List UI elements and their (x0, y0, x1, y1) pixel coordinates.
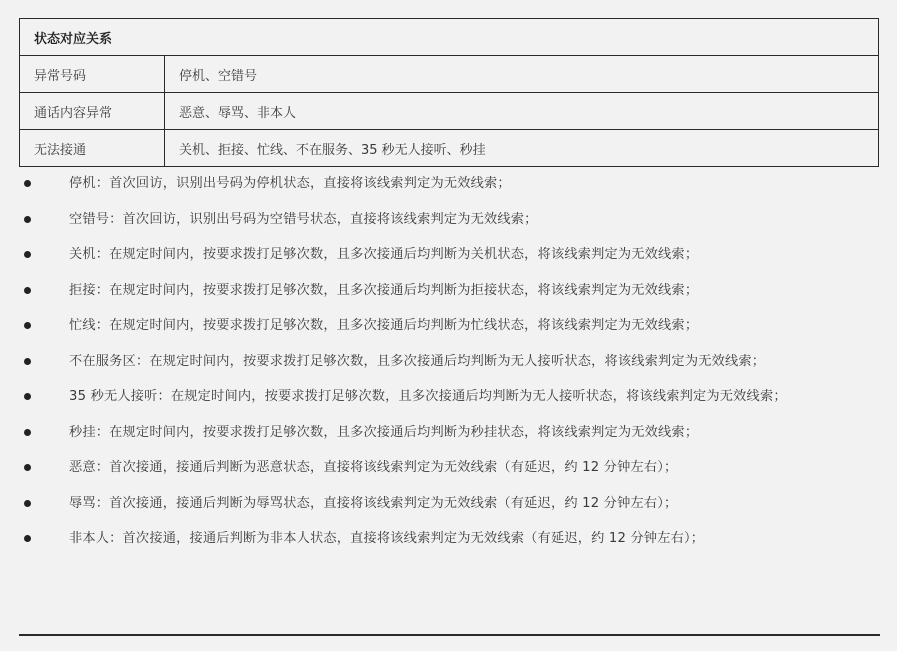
list-item (0, 237, 897, 273)
rule-text: 秒挂：在规定时间内，按要求拨打足够次数，且多次接通后均判断为秒挂状态，将该线索判定为无效线索； (69, 424, 699, 440)
bullet-icon (24, 429, 31, 436)
bullet-icon (24, 535, 31, 542)
list-item (0, 379, 897, 415)
list-item (0, 521, 897, 557)
bullet-icon (24, 393, 31, 400)
list-item (0, 308, 897, 344)
bullet-icon (24, 464, 31, 471)
rule-text: 35 秒无人接听：在规定时间内，按要求拨打足够次数，且多次接通后均判断为无人接听状态，将该线索判定为无效线索； (69, 389, 787, 404)
table-row (20, 93, 879, 130)
table-value-cell: 关机、拒接、忙线、不在服务、35 秒无人接听、秒挂 (165, 130, 879, 167)
table-header-row (20, 19, 879, 56)
table-value-cell: 恶意、辱骂、非本人 (165, 93, 879, 130)
rules-list (0, 166, 897, 557)
bottom-divider (19, 634, 880, 636)
table-row (20, 56, 879, 93)
rule-text: 停机：首次回访，识别出号码为停机状态，直接将该线索判定为无效线索； (69, 176, 511, 191)
rule-text: 忙线：在规定时间内，按要求拨打足够次数，且多次接通后均判断为忙线状态，将该线索判定为无效线索； (69, 318, 699, 333)
table-row (20, 130, 879, 167)
rule-text: 空错号：首次回访，识别出号码为空错号状态，直接将该线索判定为无效线索； (69, 211, 538, 227)
table-key-cell: 通话内容异常 (20, 93, 165, 130)
rule-text: 辱骂：首次接通，接通后判断为辱骂状态，直接将该线索判定为无效线索（有延迟，约 12 分钟左右）； (69, 495, 678, 511)
bullet-icon (24, 322, 31, 329)
list-item (0, 415, 897, 451)
list-item (0, 486, 897, 522)
list-item (0, 166, 897, 202)
table-key-cell: 异常号码 (20, 56, 165, 93)
bullet-icon (24, 216, 31, 223)
list-item (0, 273, 897, 309)
list-item (0, 202, 897, 238)
rule-text: 拒接：在规定时间内，按要求拨打足够次数，且多次接通后均判断为拒接状态，将该线索判定为无效线索； (69, 282, 699, 298)
rule-text: 关机：在规定时间内，按要求拨打足够次数，且多次接通后均判断为关机状态，将该线索判定为无效线索； (69, 247, 699, 262)
bullet-icon (24, 180, 31, 187)
bullet-icon (24, 358, 31, 365)
status-mapping-table (19, 18, 879, 167)
bullet-icon (24, 251, 31, 258)
table-value-cell: 停机、空错号 (165, 56, 879, 93)
rule-text: 非本人：首次接通，接通后判断为非本人状态，直接将该线索判定为无效线索（有延迟，约 12 分钟左右）； (69, 531, 705, 546)
list-item (0, 344, 897, 380)
rule-text: 不在服务区：在规定时间内，按要求拨打足够次数，且多次接通后均判断为无人接听状态，将该线索判定为无效线索； (69, 353, 766, 369)
table-title: 状态对应关系 (20, 19, 879, 56)
list-item (0, 450, 897, 486)
bullet-icon (24, 500, 31, 507)
bullet-icon (24, 287, 31, 294)
rule-text: 恶意：首次接通，接通后判断为恶意状态，直接将该线索判定为无效线索（有延迟，约 12 分钟左右）； (69, 460, 678, 475)
table-key-cell: 无法接通 (20, 130, 165, 167)
